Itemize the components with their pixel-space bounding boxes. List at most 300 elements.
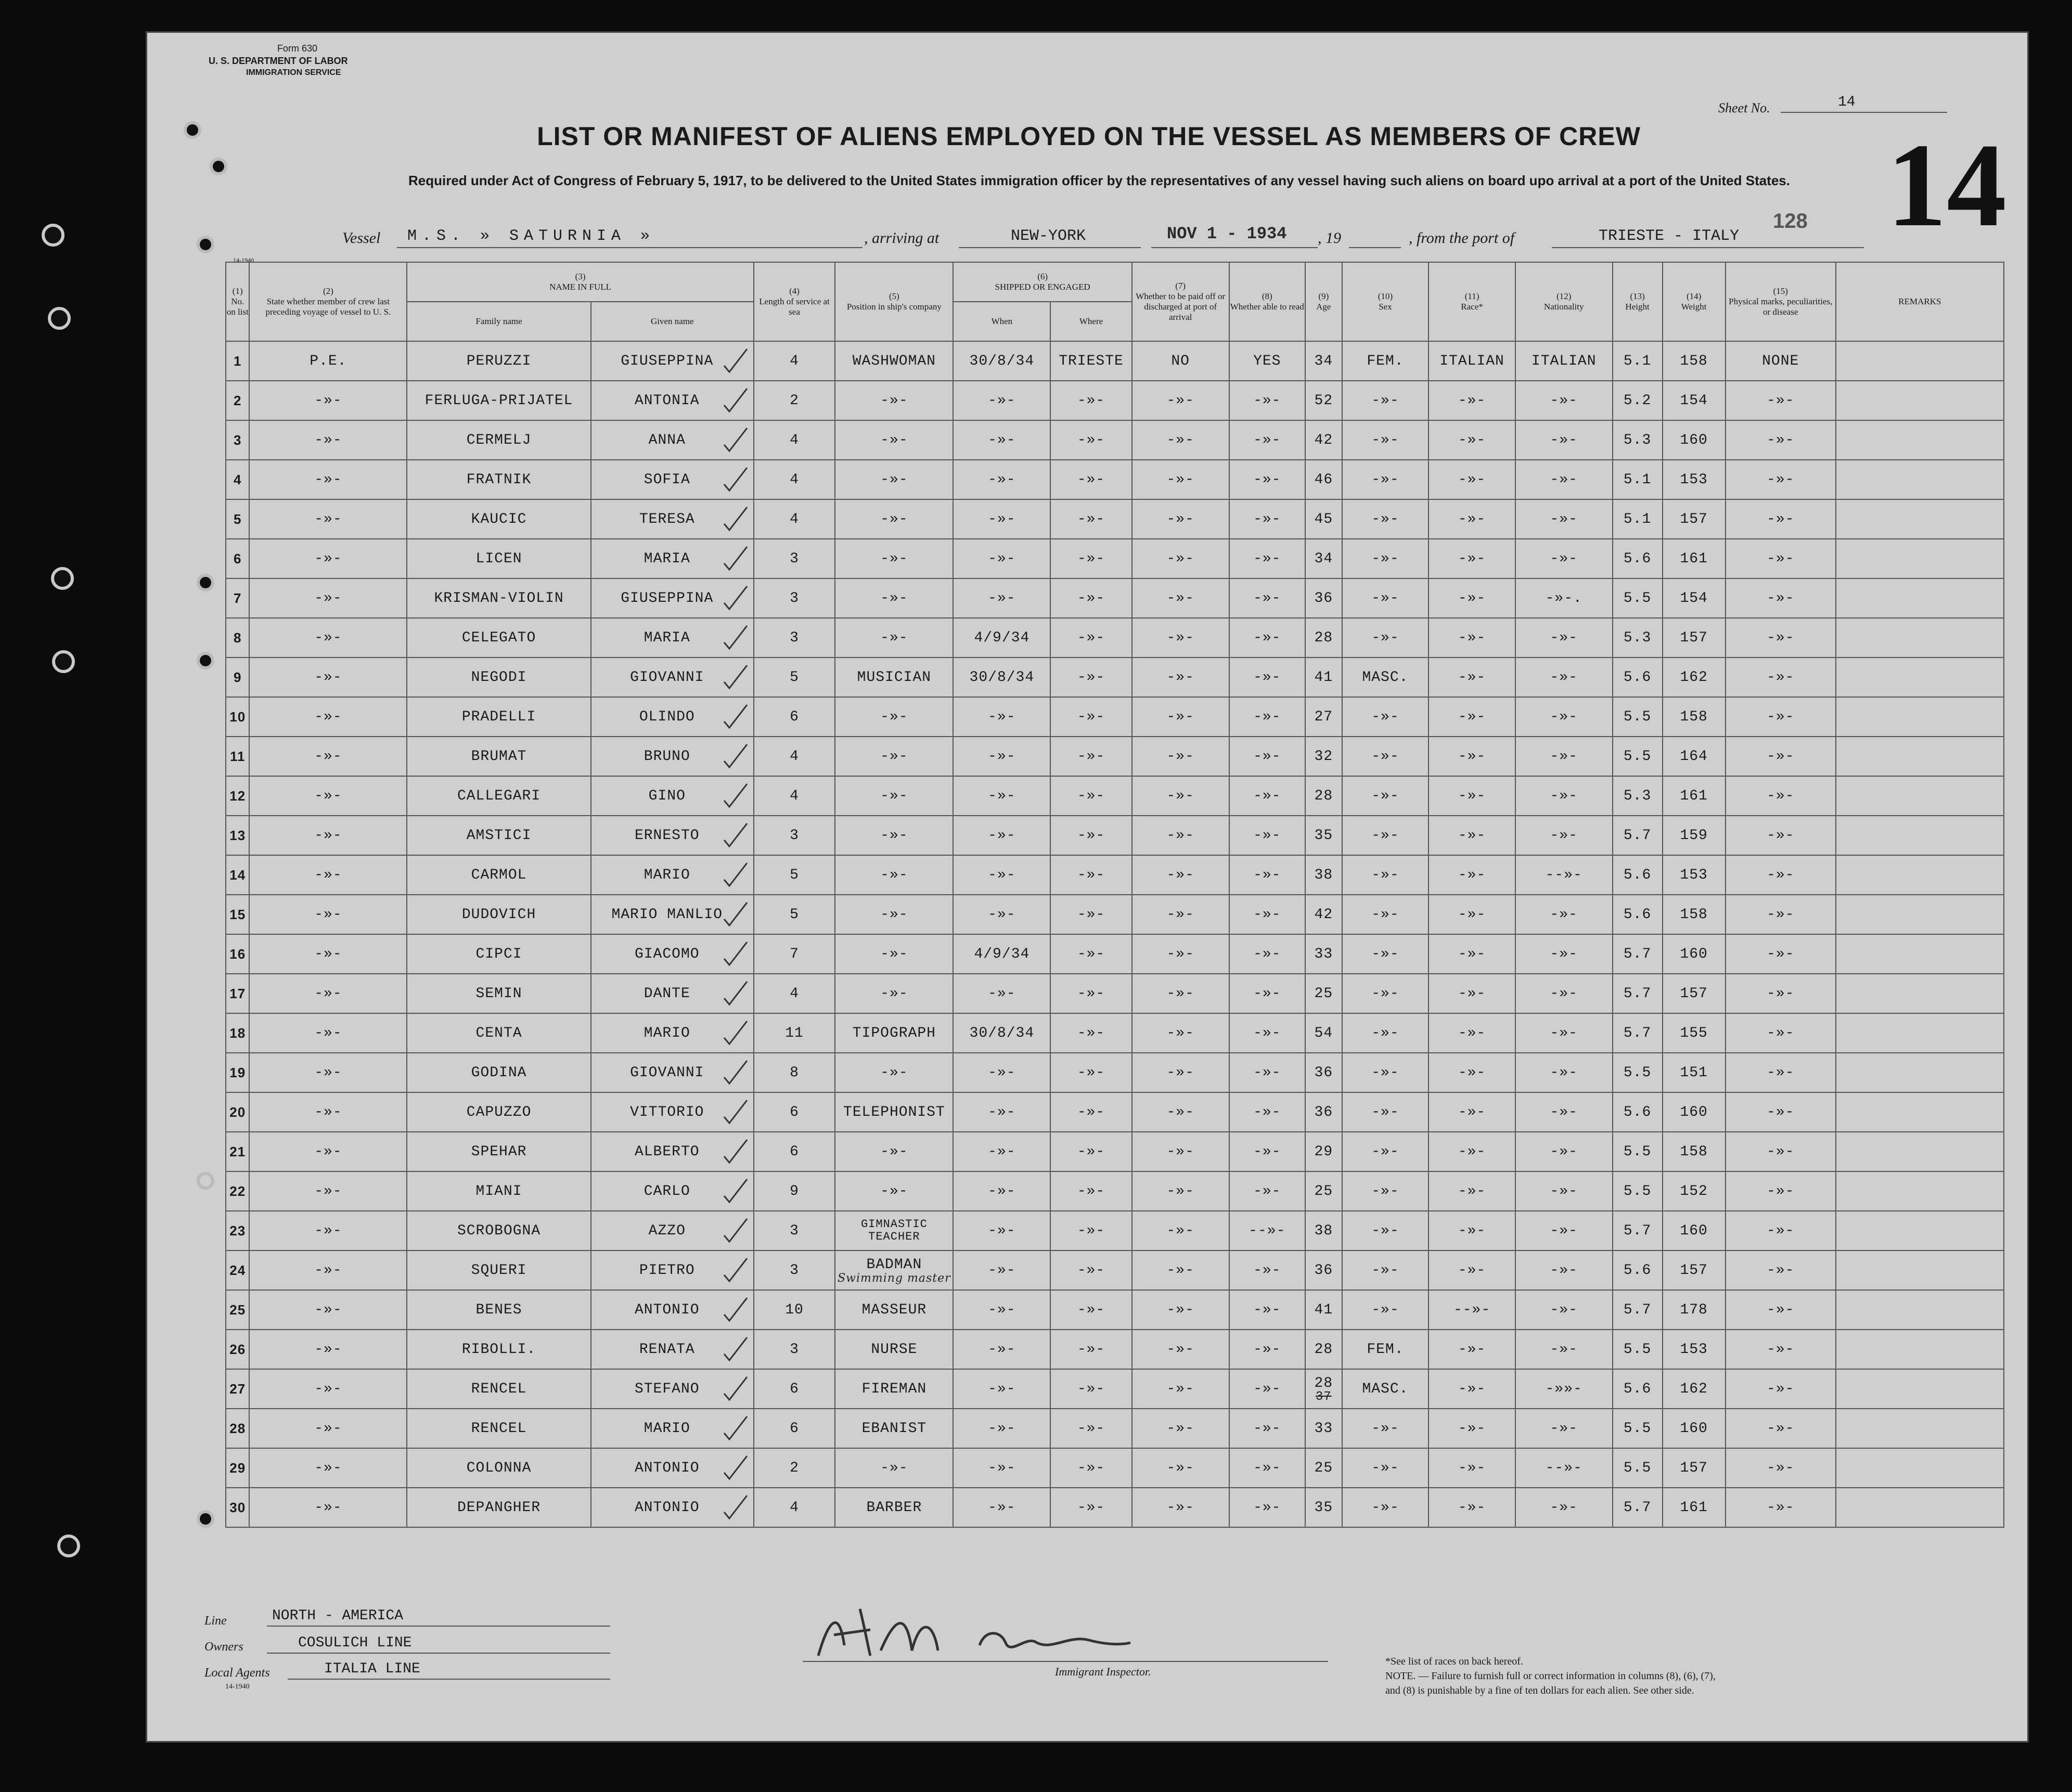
previous-voyage-cell: -»- xyxy=(249,539,407,578)
remarks-cell xyxy=(1836,460,2004,499)
previous-voyage-cell: -»- xyxy=(249,658,407,697)
family-name-cell: NEGODI xyxy=(407,658,590,697)
physical-marks-cell: -»- xyxy=(1726,1211,1836,1250)
previous-voyage-cell: -»- xyxy=(249,895,407,934)
shipped-when-cell: -»- xyxy=(953,1330,1050,1369)
able-to-read-cell: -»- xyxy=(1229,1171,1305,1211)
height-cell: 5.1 xyxy=(1613,460,1663,499)
shipped-when-cell: -»- xyxy=(953,776,1050,816)
nationality-cell: -»- xyxy=(1515,1409,1613,1448)
row-number-cell: 24 xyxy=(226,1250,249,1290)
height-cell: 5.6 xyxy=(1613,855,1663,895)
table-row xyxy=(226,816,2004,855)
height-cell: 5.5 xyxy=(1613,1409,1663,1448)
position-cell: -»- xyxy=(835,1053,953,1092)
paid-off-cell: -»- xyxy=(1132,499,1229,539)
previous-voyage-cell: -»- xyxy=(249,1013,407,1053)
remarks-cell xyxy=(1836,1488,2004,1527)
form-code-bottom: 14-1940 xyxy=(225,1683,250,1691)
agents-label: Local Agents xyxy=(204,1666,270,1680)
owners-value: COSULICH LINE xyxy=(298,1635,412,1651)
paid-off-cell: -»- xyxy=(1132,1053,1229,1092)
paid-off-cell: NO xyxy=(1132,341,1229,381)
physical-marks-cell: -»- xyxy=(1726,1171,1836,1211)
nationality-cell: -»- xyxy=(1515,737,1613,776)
able-to-read-cell: -»- xyxy=(1229,460,1305,499)
owners-label: Owners xyxy=(204,1640,243,1654)
nationality-cell: ITALIAN xyxy=(1515,341,1613,381)
family-name-cell: RENCEL xyxy=(407,1369,590,1409)
col-header-height: (13) Height xyxy=(1613,262,1663,341)
table-row xyxy=(226,1409,2004,1448)
service-length-cell: 6 xyxy=(754,697,835,737)
shipped-when-cell: -»- xyxy=(953,578,1050,618)
shipped-when-cell: -»- xyxy=(953,816,1050,855)
sex-cell: -»- xyxy=(1342,618,1429,658)
punch-hole xyxy=(197,574,214,591)
weight-cell: 161 xyxy=(1663,776,1726,816)
check-mark-icon xyxy=(720,898,751,930)
col-header-read: (8) Whether able to read xyxy=(1229,262,1305,341)
race-cell: -»- xyxy=(1428,1211,1515,1250)
able-to-read-cell: -»- xyxy=(1229,737,1305,776)
weight-cell: 161 xyxy=(1663,539,1726,578)
able-to-read-cell: -»- xyxy=(1229,1132,1305,1171)
height-cell: 5.3 xyxy=(1613,776,1663,816)
race-cell: -»- xyxy=(1428,974,1515,1013)
paid-off-cell: -»- xyxy=(1132,1369,1229,1409)
sex-cell: MASC. xyxy=(1342,1369,1429,1409)
arrival-port: NEW-YORK xyxy=(1011,227,1086,245)
physical-marks-cell: -»- xyxy=(1726,895,1836,934)
able-to-read-cell: -»- xyxy=(1229,1330,1305,1369)
service-length-cell: 5 xyxy=(754,855,835,895)
nationality-cell: -»- xyxy=(1515,539,1613,578)
agents-underline xyxy=(288,1679,610,1680)
family-name-cell: LICEN xyxy=(407,539,590,578)
position-cell: -»- xyxy=(835,1448,953,1488)
inspector-line xyxy=(803,1661,1328,1662)
col-header-service-length: (4) Length of service at sea xyxy=(754,262,835,341)
weight-cell: 160 xyxy=(1663,1409,1726,1448)
weight-cell: 154 xyxy=(1663,381,1726,420)
weight-cell: 153 xyxy=(1663,460,1726,499)
given-name-cell: MARIO xyxy=(591,855,754,895)
weight-cell: 178 xyxy=(1663,1290,1726,1330)
shipped-when-cell: -»- xyxy=(953,460,1050,499)
shipped-where-cell: -»- xyxy=(1050,1132,1132,1171)
given-name-cell: ANTONIO xyxy=(591,1448,754,1488)
position-cell: TIPOGRAPH xyxy=(835,1013,953,1053)
punch-hole xyxy=(197,1510,214,1528)
position-cell: -»- xyxy=(835,697,953,737)
remarks-cell xyxy=(1836,1013,2004,1053)
sex-cell: -»- xyxy=(1342,816,1429,855)
weight-cell: 157 xyxy=(1663,1250,1726,1290)
position-cell: FIREMAN xyxy=(835,1369,953,1409)
height-cell: 5.5 xyxy=(1613,1330,1663,1369)
given-name-cell: STEFANO xyxy=(591,1369,754,1409)
age-cell: 36 xyxy=(1305,1092,1342,1132)
weight-cell: 159 xyxy=(1663,816,1726,855)
family-name-cell: RIBOLLI. xyxy=(407,1330,590,1369)
line-underline xyxy=(267,1626,610,1627)
table-row xyxy=(226,539,2004,578)
sheet-number-stamp: 14 xyxy=(1887,119,2006,251)
family-name-cell: CALLEGARI xyxy=(407,776,590,816)
shipped-where-cell: -»- xyxy=(1050,499,1132,539)
previous-voyage-cell: -»- xyxy=(249,1330,407,1369)
able-to-read-cell: YES xyxy=(1229,341,1305,381)
table-row xyxy=(226,1013,2004,1053)
col-header-family-name: Family name xyxy=(407,302,590,341)
nationality-cell: --»- xyxy=(1515,855,1613,895)
age-cell: 34 xyxy=(1305,539,1342,578)
able-to-read-cell: --»- xyxy=(1229,1211,1305,1250)
age-cell: 38 xyxy=(1305,1211,1342,1250)
paid-off-cell: -»- xyxy=(1132,816,1229,855)
age-cell: 36 xyxy=(1305,1250,1342,1290)
height-cell: 5.5 xyxy=(1613,737,1663,776)
row-number-cell: 29 xyxy=(226,1448,249,1488)
height-cell: 5.7 xyxy=(1613,816,1663,855)
weight-cell: 153 xyxy=(1663,1330,1726,1369)
row-number-cell: 7 xyxy=(226,578,249,618)
able-to-read-cell: -»- xyxy=(1229,539,1305,578)
sheet-number-line xyxy=(1781,112,1947,113)
row-number-cell: 18 xyxy=(226,1013,249,1053)
table-row xyxy=(226,1488,2004,1527)
age-cell: 25 xyxy=(1305,974,1342,1013)
given-name-cell: MARIO xyxy=(591,1409,754,1448)
able-to-read-cell: -»- xyxy=(1229,974,1305,1013)
weight-cell: 155 xyxy=(1663,1013,1726,1053)
given-name-cell: GIUSEPPINA xyxy=(591,578,754,618)
service-length-cell: 4 xyxy=(754,499,835,539)
position-cell: -»- xyxy=(835,618,953,658)
previous-voyage-cell: -»- xyxy=(249,1132,407,1171)
shipped-when-cell: -»- xyxy=(953,855,1050,895)
shipped-where-cell: -»- xyxy=(1050,658,1132,697)
physical-marks-cell: -»- xyxy=(1726,697,1836,737)
shipped-when-cell: -»- xyxy=(953,1369,1050,1409)
remarks-cell xyxy=(1836,420,2004,460)
table-row xyxy=(226,1211,2004,1250)
given-name-cell: AZZO xyxy=(591,1211,754,1250)
nationality-cell: -»- xyxy=(1515,1013,1613,1053)
family-name-cell: PERUZZI xyxy=(407,341,590,381)
check-mark-icon xyxy=(720,938,751,969)
arrival-date: NOV 1 - 1934 xyxy=(1167,224,1287,243)
vessel-name: M.S. » SATURNIA » xyxy=(407,227,655,245)
weight-cell: 162 xyxy=(1663,658,1726,697)
paid-off-cell: -»- xyxy=(1132,855,1229,895)
check-mark-icon xyxy=(720,859,751,890)
punch-hole xyxy=(197,1172,214,1190)
remarks-cell xyxy=(1836,1132,2004,1171)
position-cell: -»- xyxy=(835,499,953,539)
remarks-cell xyxy=(1836,539,2004,578)
previous-voyage-cell: -»- xyxy=(249,618,407,658)
col-header-when: When xyxy=(953,302,1050,341)
table-row xyxy=(226,895,2004,934)
remarks-cell xyxy=(1836,737,2004,776)
age-cell: 25 xyxy=(1305,1448,1342,1488)
paid-off-cell: -»- xyxy=(1132,1330,1229,1369)
shipped-when-cell: -»- xyxy=(953,1250,1050,1290)
height-cell: 5.7 xyxy=(1613,1211,1663,1250)
height-cell: 5.7 xyxy=(1613,1488,1663,1527)
form-number: Form 630 xyxy=(277,43,318,54)
service-length-cell: 4 xyxy=(754,460,835,499)
previous-voyage-cell: -»- xyxy=(249,460,407,499)
shipped-when-cell: -»- xyxy=(953,1132,1050,1171)
position-cell: -»- xyxy=(835,895,953,934)
check-mark-icon xyxy=(720,503,751,534)
crew-rows xyxy=(226,341,2004,1527)
row-number-cell: 10 xyxy=(226,697,249,737)
row-number-cell: 11 xyxy=(226,737,249,776)
fine-note: and (8) is punishable by a fine of ten dollars for each alien. See other side. xyxy=(1385,1685,1694,1696)
sex-cell: -»- xyxy=(1342,1409,1429,1448)
paid-off-cell: -»- xyxy=(1132,1211,1229,1250)
table-row xyxy=(226,460,2004,499)
row-number-cell: 13 xyxy=(226,816,249,855)
height-cell: 5.5 xyxy=(1613,1053,1663,1092)
remarks-cell xyxy=(1836,1369,2004,1409)
position-cell: TELEPHONIST xyxy=(835,1092,953,1132)
sex-cell: -»- xyxy=(1342,1488,1429,1527)
position-cell: GIMNASTIC TEACHER xyxy=(835,1211,953,1250)
able-to-read-cell: -»- xyxy=(1229,855,1305,895)
height-cell: 5.5 xyxy=(1613,578,1663,618)
able-to-read-cell: -»- xyxy=(1229,776,1305,816)
sex-cell: -»- xyxy=(1342,1053,1429,1092)
service-length-cell: 4 xyxy=(754,737,835,776)
binder-hole xyxy=(42,224,65,247)
physical-marks-cell: -»- xyxy=(1726,460,1836,499)
sex-cell: -»- xyxy=(1342,1211,1429,1250)
shipped-where-cell: -»- xyxy=(1050,1013,1132,1053)
able-to-read-cell: -»- xyxy=(1229,1369,1305,1409)
family-name-cell: CAPUZZO xyxy=(407,1092,590,1132)
race-cell: -»- xyxy=(1428,578,1515,618)
height-cell: 5.5 xyxy=(1613,697,1663,737)
race-cell: -»- xyxy=(1428,499,1515,539)
col-header-previous-voyage: (2) State whether member of crew last preceding voyage of vessel to U. S. xyxy=(249,262,407,341)
age-cell: 42 xyxy=(1305,895,1342,934)
shipped-when-cell: -»- xyxy=(953,974,1050,1013)
sex-cell: -»- xyxy=(1342,895,1429,934)
able-to-read-cell: -»- xyxy=(1229,934,1305,974)
remarks-cell xyxy=(1836,578,2004,618)
shipped-when-cell: -»- xyxy=(953,420,1050,460)
remarks-cell xyxy=(1836,895,2004,934)
given-name-cell: ANNA xyxy=(591,420,754,460)
position-cell: -»- xyxy=(835,381,953,420)
age-cell: 41 xyxy=(1305,1290,1342,1330)
family-name-cell: SCROBOGNA xyxy=(407,1211,590,1250)
age-cell: 28 xyxy=(1305,618,1342,658)
shipped-when-cell: -»- xyxy=(953,1409,1050,1448)
service-length-cell: 4 xyxy=(754,1488,835,1527)
physical-marks-cell: -»- xyxy=(1726,1132,1836,1171)
shipped-where-cell: -»- xyxy=(1050,460,1132,499)
check-mark-icon xyxy=(720,1017,751,1048)
family-name-cell: FRATNIK xyxy=(407,460,590,499)
height-cell: 5.6 xyxy=(1613,895,1663,934)
failure-note: NOTE. — Failure to furnish full or correct information in columns (8), (6), (7), xyxy=(1385,1670,1716,1682)
race-cell: -»- xyxy=(1428,737,1515,776)
race-cell: -»- xyxy=(1428,1092,1515,1132)
table-row xyxy=(226,1053,2004,1092)
race-cell: -»- xyxy=(1428,1171,1515,1211)
family-name-cell: SEMIN xyxy=(407,974,590,1013)
position-cell: -»- xyxy=(835,737,953,776)
remarks-cell xyxy=(1836,618,2004,658)
remarks-cell xyxy=(1836,974,2004,1013)
previous-voyage-cell: -»- xyxy=(249,499,407,539)
paid-off-cell: -»- xyxy=(1132,1250,1229,1290)
nationality-cell: -»- xyxy=(1515,420,1613,460)
table-row xyxy=(226,1448,2004,1488)
age-cell: 34 xyxy=(1305,341,1342,381)
sex-cell: -»- xyxy=(1342,934,1429,974)
given-name-cell: ANTONIO xyxy=(591,1488,754,1527)
position-cell: -»- xyxy=(835,776,953,816)
binder-hole xyxy=(51,567,74,590)
race-cell: -»- xyxy=(1428,1448,1515,1488)
shipped-where-cell: -»- xyxy=(1050,974,1132,1013)
remarks-cell xyxy=(1836,776,2004,816)
sex-cell: MASC. xyxy=(1342,658,1429,697)
service-length-cell: 5 xyxy=(754,895,835,934)
family-name-cell: CIPCI xyxy=(407,934,590,974)
given-name-cell: DANTE xyxy=(591,974,754,1013)
race-cell: -»- xyxy=(1428,618,1515,658)
paid-off-cell: -»- xyxy=(1132,1132,1229,1171)
inspector-label: Immigrant Inspector. xyxy=(1055,1665,1151,1678)
family-name-cell: GODINA xyxy=(407,1053,590,1092)
family-name-cell: RENCEL xyxy=(407,1409,590,1448)
nationality-cell: -»- xyxy=(1515,1092,1613,1132)
weight-cell: 157 xyxy=(1663,499,1726,539)
row-number-cell: 9 xyxy=(226,658,249,697)
manifest-title: LIST OR MANIFEST OF ALIENS EMPLOYED ON THE VESSEL AS MEMBERS OF CREW xyxy=(537,122,1641,151)
table-row xyxy=(226,658,2004,697)
height-cell: 5.7 xyxy=(1613,1290,1663,1330)
position-cell: -»- xyxy=(835,1171,953,1211)
shipped-where-cell: -»- xyxy=(1050,776,1132,816)
owners-underline xyxy=(267,1653,610,1654)
remarks-cell xyxy=(1836,499,2004,539)
check-mark-icon xyxy=(720,701,751,732)
table-row xyxy=(226,974,2004,1013)
race-cell: -»- xyxy=(1428,420,1515,460)
sex-cell: -»- xyxy=(1342,539,1429,578)
manifest-sheet xyxy=(146,31,2029,1743)
previous-voyage-cell: -»- xyxy=(249,381,407,420)
check-mark-icon xyxy=(720,1491,751,1523)
given-name-cell: CARLO xyxy=(591,1171,754,1211)
sex-cell: -»- xyxy=(1342,381,1429,420)
col-header-given-name: Given name xyxy=(591,302,754,341)
height-cell: 5.3 xyxy=(1613,618,1663,658)
shipped-where-cell: -»- xyxy=(1050,1488,1132,1527)
row-number-cell: 15 xyxy=(226,895,249,934)
previous-voyage-cell: -»- xyxy=(249,1250,407,1290)
able-to-read-cell: -»- xyxy=(1229,658,1305,697)
physical-marks-cell: -»- xyxy=(1726,658,1836,697)
nationality-cell: -»- xyxy=(1515,1211,1613,1250)
age-cell: 38 xyxy=(1305,855,1342,895)
physical-marks-cell: -»- xyxy=(1726,855,1836,895)
given-name-cell: ANTONIO xyxy=(591,1290,754,1330)
age-cell: 32 xyxy=(1305,737,1342,776)
vessel-line xyxy=(397,247,863,248)
position-cell: -»- xyxy=(835,420,953,460)
age-cell: 36 xyxy=(1305,1053,1342,1092)
shipped-where-cell: -»- xyxy=(1050,1409,1132,1448)
height-cell: 5.5 xyxy=(1613,1171,1663,1211)
service-length-cell: 3 xyxy=(754,1250,835,1290)
position-cell: BADMAN Swimming master xyxy=(835,1250,953,1290)
shipped-when-cell: -»- xyxy=(953,737,1050,776)
shipped-where-cell: -»- xyxy=(1050,697,1132,737)
able-to-read-cell: -»- xyxy=(1229,1409,1305,1448)
nationality-cell: -»- xyxy=(1515,974,1613,1013)
paid-off-cell: -»- xyxy=(1132,539,1229,578)
col-header-position: (5) Position in ship's company xyxy=(835,262,953,341)
height-cell: 5.1 xyxy=(1613,499,1663,539)
sex-cell: -»- xyxy=(1342,855,1429,895)
binder-hole xyxy=(48,307,71,330)
table-row xyxy=(226,499,2004,539)
check-mark-icon xyxy=(720,740,751,771)
check-mark-icon xyxy=(720,1215,751,1246)
shipped-where-cell: -»- xyxy=(1050,420,1132,460)
paid-off-cell: -»- xyxy=(1132,578,1229,618)
signature-scribble xyxy=(808,1598,1141,1666)
given-name-cell: MARIA xyxy=(591,539,754,578)
shipped-when-cell: 30/8/34 xyxy=(953,341,1050,381)
family-name-cell: SQUERI xyxy=(407,1250,590,1290)
check-mark-icon xyxy=(720,977,751,1009)
age-cell: 25 xyxy=(1305,1171,1342,1211)
family-name-cell: DUDOVICH xyxy=(407,895,590,934)
given-name-cell: MARIO xyxy=(591,1013,754,1053)
check-mark-icon xyxy=(720,424,751,455)
sex-cell: -»- xyxy=(1342,776,1429,816)
shipped-when-cell: 30/8/34 xyxy=(953,658,1050,697)
col-header-paid-off: (7) Whether to be paid off or discharged at port of arrival xyxy=(1132,262,1229,341)
nationality-cell: -»- xyxy=(1515,1488,1613,1527)
check-mark-icon xyxy=(720,1452,751,1483)
line-label: Line xyxy=(204,1614,227,1628)
family-name-cell: COLONNA xyxy=(407,1448,590,1488)
physical-marks-cell: -»- xyxy=(1726,1369,1836,1409)
service-length-cell: 2 xyxy=(754,381,835,420)
able-to-read-cell: -»- xyxy=(1229,1092,1305,1132)
age-cell: 52 xyxy=(1305,381,1342,420)
row-number-cell: 27 xyxy=(226,1369,249,1409)
agents-value: ITALIA LINE xyxy=(324,1661,420,1677)
physical-marks-cell: -»- xyxy=(1726,381,1836,420)
age-cell: 33 xyxy=(1305,1409,1342,1448)
service-length-cell: 6 xyxy=(754,1409,835,1448)
family-name-cell: CELEGATO xyxy=(407,618,590,658)
departure-port: TRIESTE - ITALY xyxy=(1599,227,1740,245)
